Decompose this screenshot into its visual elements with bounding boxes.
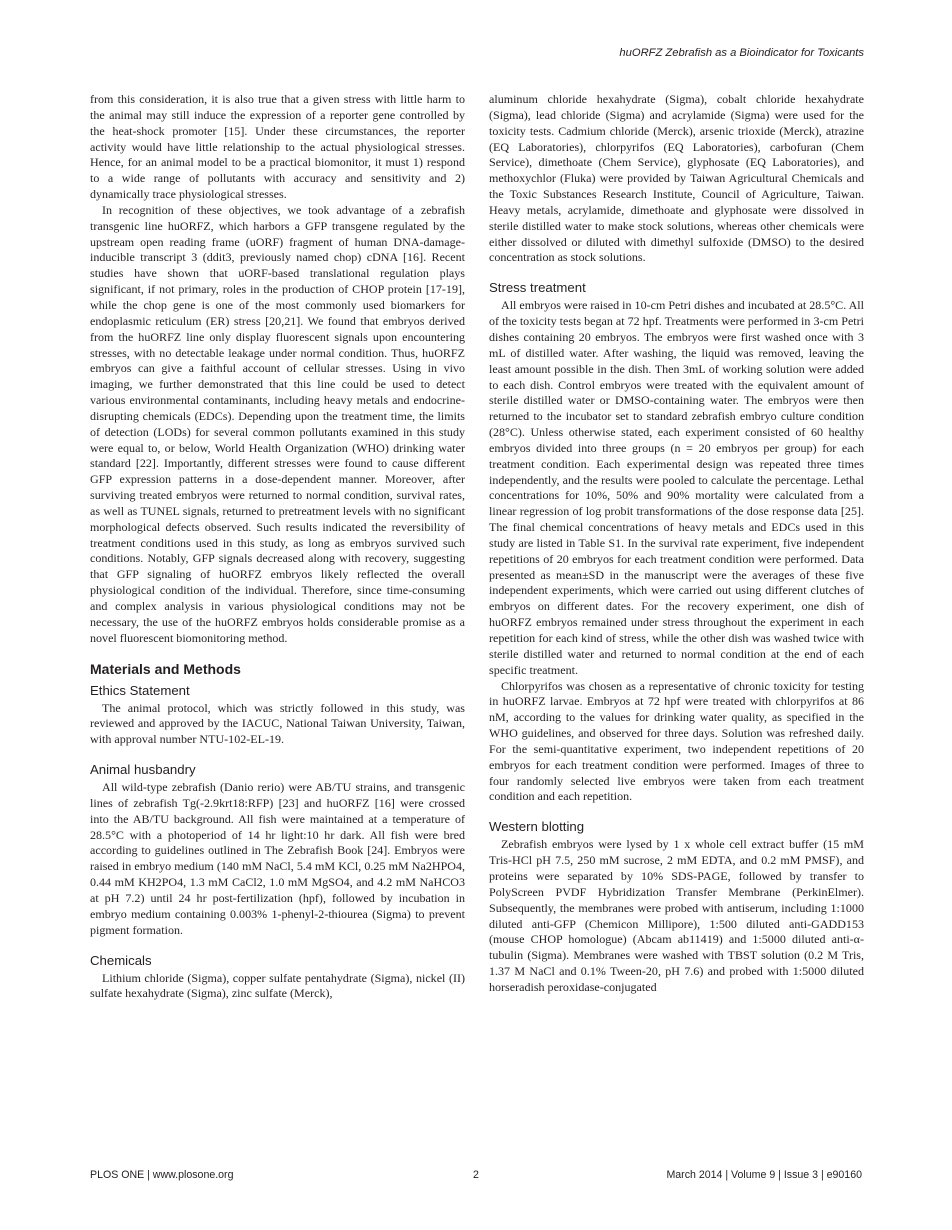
paragraph-huorfz-objectives: In recognition of these objectives, we took advantage of a zebrafish transgenic line huORFZ, which harbors a GFP transgene regulated by the upstream open reading frame (uORF) fragment of human DNA-damage-inducible transcript 3 (ddit3, previously named chop) cDNA [16]. Recent studies have shown that uORF-based translational regulation plays significant, if not primary, roles in the production of CHOP protein [17-19], while the chop gene is one of the most commonly used biomarkers for endoplasmic reticulum (ER) stress [20,21]. We found that embryos derived from the huORFZ line only display fluorescent signals upon encountering stresses, with no detectable leakage under normal condition. Thus, huORFZ embryos can give a faithful account of cellular stresses. Using in vivo imaging, we further demonstrated that this line could be used to detect various environmental contaminants, including heavy metals and endocrine-disrupting chemicals (EDCs). Depending upon the treatment time, the limits of detection (LODs) for several common pollutants examined in this study were equal to, or below, World Health Organization (WHO) drinking water standard [22]. Importantly, different stresses were found to cause different GFP expression patterns in a dose-dependent manner. Moreover, after surviving treated embryos were returned to normal condition, survival rates, as well as TUNEL signals, returned to pretreatment levels with no significant morphological defects observed. Such results indicated the reversibility of treatment conditions used in this study, as long as embryos survived such conditions. Notably, GFP signals decreased along with recovery, suggesting that GFP signaling of huORFZ embryos likely reflected the overall physiological condition of the individual. Therefore, since time-consuming and complex analysis in various physiological conditions may not be necessary, the use of the huORFZ embryos holds considerable promise as a novel fluorescent biomonitoring method. [90,202,465,645]
paragraph-animal-husbandry: All wild-type zebrafish (Danio rerio) were AB/TU strains, and transgenic lines of zebrafish Tg(-2.9krt18:RFP) [23] and huORFZ [16] were crossed into the AB/TU background. All fish were maintained at a temperature of 28.5°C with a photoperiod of 14 hr light:10 hr dark. All fish were bred according to guidelines outlined in The Zebrafish Book [24]. Embryos were raised in embryo medium (140 mM NaCl, 5.4 mM KCl, 0.25 mM Na2HPO4, 0.44 mM KH2PO4, 1.3 mM CaCl2, 1.0 mM MgSO4, and 4.2 mM NaHCO3 at pH 7.2) until 24 hr post-fertilization (hpf), followed by incubation in embryo medium containing 0.003% 1-phenyl-2-thiourea (Sigma) to prevent pigment formation. [90,780,465,937]
subheading-ethics-statement: Ethics Statement [90,682,190,698]
paragraph-chlorpyrifos: Chlorpyrifos was chosen as a representative of chronic toxicity for testing in huORFZ larvae. Embryos at 72 hpf were treated with chlorpyrifos at 86 nM, according to the values for drinking water quality, as specified in the WHO guidelines, and observed for three days. Solution was refreshed daily. For the semi-quantitative experiment, two independent repetitions of 20 embryos for each treatment condition were performed. Images of three to four randomly selected live embryos were taken from each treatment condition and each repetition. [489,678,864,804]
left-column [90,92,465,1002]
footer-page-number: 2 [473,1169,479,1181]
section-heading-materials-methods: Materials and Methods [90,660,241,677]
running-header: huORFZ Zebrafish as a Bioindicator for Toxicants [619,47,864,59]
paragraph-chemicals: Lithium chloride (Sigma), copper sulfate pentahydrate (Sigma), nickel (II) sulfate hexahydrate (Sigma), zinc sulfate (Merck), [90,970,465,1001]
footer-journal: PLOS ONE | www.plosone.org [90,1169,234,1181]
subheading-stress-treatment: Stress treatment [489,280,586,296]
paragraph-stress-treatment: All embryos were raised in 10-cm Petri dishes and incubated at 28.5°C. All of the toxicity tests began at 72 hpf. Treatments were performed in 3-cm Petri dishes containing 20 embryos. The embryos were first washed once with 3 mL of distilled water. After washing, the liquid was removed, leaving the least amount possible in the dish. Then 3mL of working solution were added to each dish. Control embryos were treated with the equivalent amount of sterile distilled water or DMSO-containing water. The embryos were then returned to the incubator set to standard zebrafish embryo culture condition (28°C). Unless otherwise stated, each experiment consisted of 60 healthy embryos divided into three groups (n = 20 embryos per group) for each treatment condition. Each experimental design was repeated three times independently, and the results were pooled to calculate the percentage. Lethal concentrations for 10%, 50% and 90% mortality were calculated from a linear regression of log probit transformations of the dose response data [25]. The final chemical concentrations of heavy metals and EDCs used in this study are listed in Table S1. In the survival rate experiment, five independent repetitions of 20 embryos for each treatment condition were performed. Data presented as mean±SD in the manuscript were the averages of these five independent experiments, which were carried out using different clutches of embryos on different dates. For the recovery experiment, one dish of huORFZ embryos remained under stress throughout the experiment in each repetition for each kind of stress, while the other dish was washed twice with sterile distilled water and returned to normal condition at the end of each specific treatment. [489,298,864,677]
subheading-animal-husbandry: Animal husbandry [90,762,196,778]
paragraph-intro-continued: from this consideration, it is also true that a given stress with little harm to the animal may still induce the expression of a reporter gene controlled by the heat-shock promoter [15]. Under these circumstances, the reporter activity would have little relationship to the actual physiological stresses. Hence, for an animal model to be a practical biomonitor, it must 1) respond to a wide range of pollutants with accuracy and sensitivity and 2) dynamically trace physiological stresses. [90,92,465,202]
paragraph-ethics: The animal protocol, which was strictly followed in this study, was reviewed and approved by the IACUC, National Taiwan University, Taiwan, with approval number NTU-102-EL-19. [90,700,465,747]
page-footer [90,1169,862,1185]
footer-issue: March 2014 | Volume 9 | Issue 3 | e90160 [666,1169,862,1181]
paragraph-western-blotting: Zebrafish embryos were lysed by 1 x whole cell extract buffer (15 mM Tris-HCl pH 7.5, 250 mM sucrose, 2 mM EDTA, and 0.2 mM PMSF), and proteins were separated by 10% SDS-PAGE, followed by transfer to PolyScreen PVDF Hybridization Transfer Membrane (PerkinElmer). Subsequently, the membranes were probed with antiserum, including 1:1000 diluted anti-GFP (Chemicon Millipore), 1:500 diluted anti-GADD153 (mouse CHOP homologue) (Abcam ab11419) and 1:5000 diluted anti-α-tubulin (Sigma). Membranes were washed with TBST solution (0.2 M Tris, 1.37 M NaCl and 0.1% Tween-20, pH 7.6) and probed with 1:5000 diluted horseradish peroxidase-conjugated [489,837,864,994]
subheading-western-blotting: Western blotting [489,819,585,835]
subheading-chemicals: Chemicals [90,952,152,968]
paragraph-chemicals-continued: aluminum chloride hexahydrate (Sigma), cobalt chloride hexahydrate (Sigma), lead chloride (Sigma) and acrylamide (Sigma) were used for the toxicity tests. Cadmium chloride (Merck), arsenic trioxide (Merck), atrazine (EQ Laboratories), chlorpyrifos (EQ Laboratories), carbofuran (Chem Service), dimethoate (Chem Service), glyphosate (EQ Laboratories), and methoxychlor (Fluka) were provided by Taiwan Agricultural Chemicals and the Toxic Substances Research Institute, Council of Agriculture, Taiwan. Heavy metals, acrylamide, dimethoate and glyphosate were dissolved in sterile distilled water to make stock solutions, whereas other chemicals were either dissolved or diluted with dimethyl sulfoxide (DMSO) to the desired concentration as stock solutions. [489,92,864,265]
right-column [489,92,864,996]
